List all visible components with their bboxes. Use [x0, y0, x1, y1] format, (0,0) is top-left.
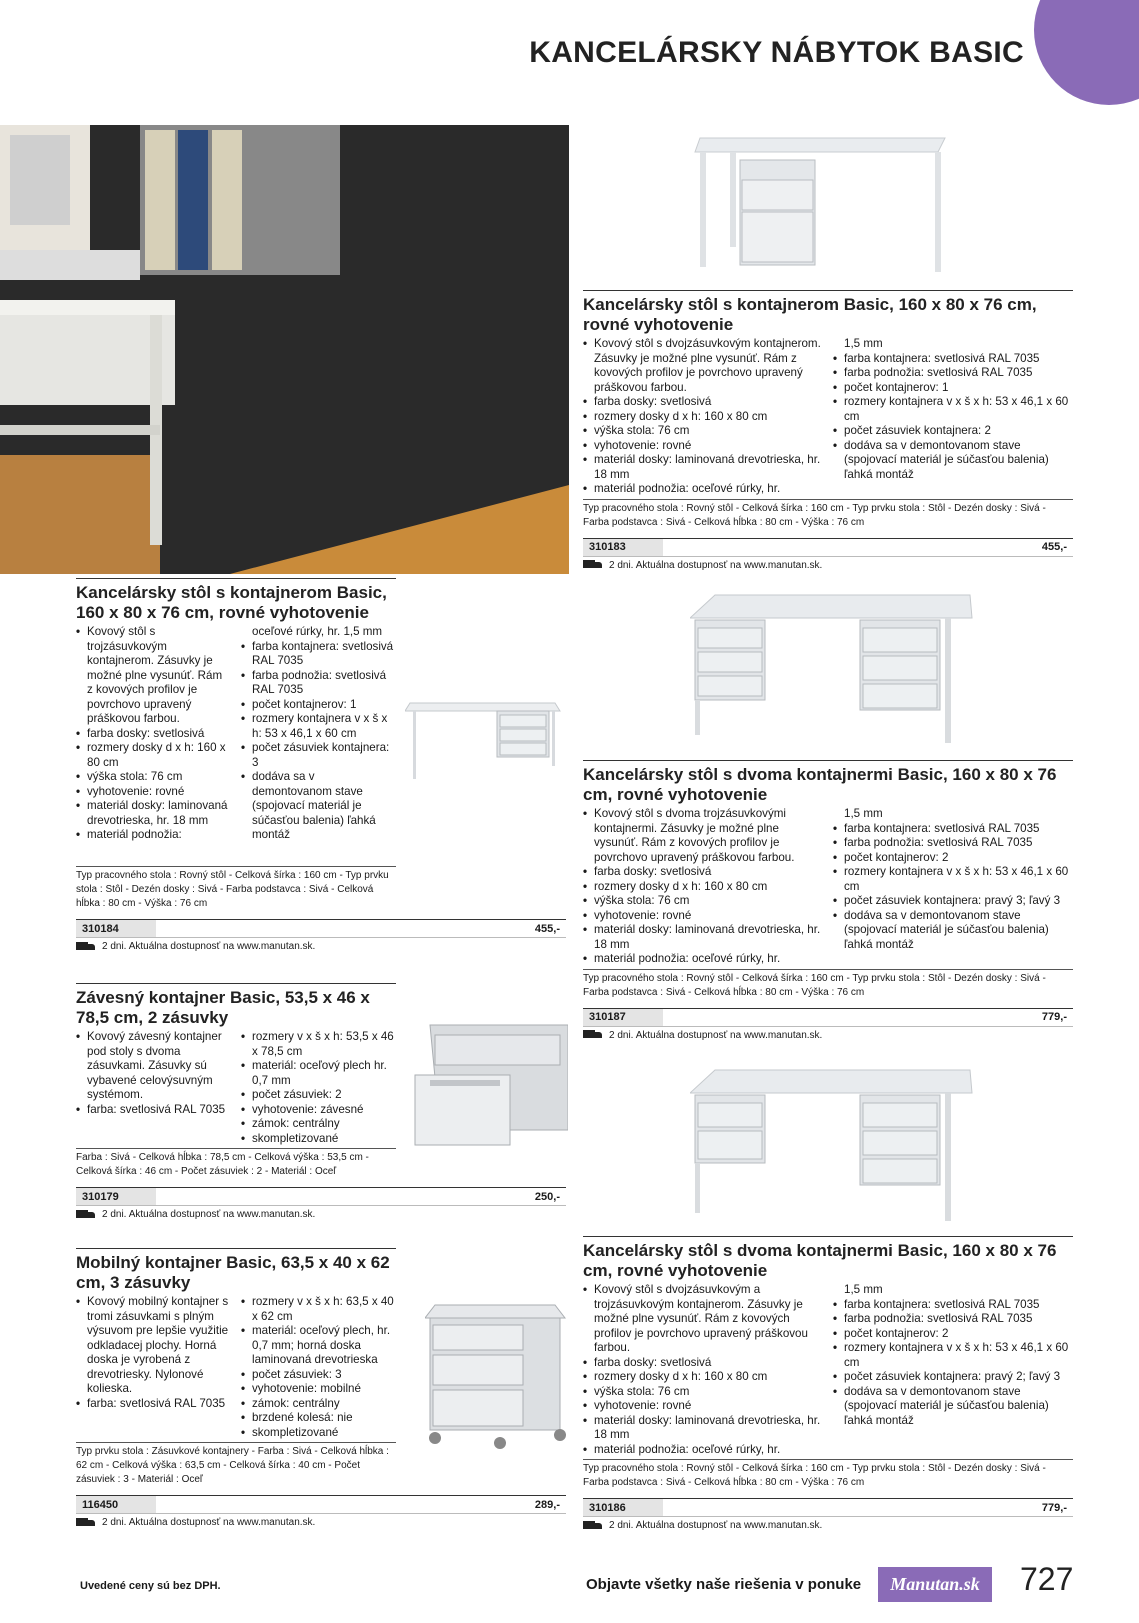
price-row: [583, 1498, 1073, 1517]
product-title: Kancelársky stôl s dvoma kontajnermi Basic, 160 x 80 x 76 cm, rovné vyhotovenie: [583, 1236, 1073, 1281]
product-features-col1: [76, 1295, 231, 1440]
feature-item: • farba kontajnera: svetlosivá RAL 7035: [241, 640, 396, 669]
product-features-col1: [583, 1283, 823, 1457]
product-specs: Typ prvku stola : Zásuvkové kontajnery - Farba : Sivá - Celková hĺbka : 62 cm - Celková výška : 63,5 cm - Celková šírka : 40 cm - Počet zásuviek : 3 - Materiál : Oceľ: [76, 1442, 396, 1487]
product-features-col1: [583, 337, 823, 497]
product-block-310186: [583, 1236, 1073, 1533]
product-code: 310187: [589, 1011, 626, 1023]
availability-text[interactable]: 2 dni. Aktuálna dostupnosť na www.manutan.sk.: [102, 1517, 316, 1528]
feature-item: • dodáva sa v demontovanom stave (spojovací materiál je súčasťou balenia) ľahká montáž: [833, 439, 1073, 483]
price-row: [76, 1187, 566, 1206]
feature-item: 1,5 mm: [844, 1283, 883, 1296]
feature-item: • rozmery dosky d x h: 160 x 80 cm: [583, 880, 823, 895]
feature-item: • Kovový stôl s trojzásuvkovým kontajnerom. Zásuvky je možné plne vysunúť. Rám z kovových profilov je povrchovo upravený práškovou farbou.: [76, 625, 231, 727]
product-features-col2: [833, 1283, 1073, 1457]
feature-item: • farba kontajnera: svetlosivá RAL 7035: [833, 352, 1073, 367]
availability: [76, 940, 566, 954]
feature-item: • Kovový stôl s dvojzásuvkovým kontajnerom. Zásuvky je možné plne vysunúť. Rám z kovových profilov je povrchovo upravený práškovou farbou.: [583, 337, 823, 395]
product-code: 310179: [82, 1190, 119, 1203]
feature-item: • materiál dosky: laminovaná drevotrieska, hr. 18 mm: [76, 799, 231, 828]
product-block-310179: [76, 983, 566, 1222]
feature-item: • rozmery v x š x h: 53,5 x 46 x 78,5 cm: [241, 1030, 396, 1059]
feature-item: • Kovový mobilný kontajner s tromi zásuvkami s plným výsuvom pre lepšie využitie odkladacej plochy. Horná doska je vyrobená z drevotriesky. Nylonové kolieska.: [76, 1295, 231, 1397]
feature-item: • farba podnožia: svetlosivá RAL 7035: [833, 1312, 1073, 1327]
product-title: Závesný kontajner Basic, 53,5 x 46 x 78,5 cm, 2 zásuvky: [76, 983, 396, 1028]
truck-icon: [76, 1518, 96, 1529]
availability: [583, 559, 1073, 573]
availability: [583, 1029, 1073, 1043]
feature-item: • farba podnožia: svetlosivá RAL 7035: [833, 836, 1073, 851]
footer-cta: Objavte všetky naše riešenia v ponuke: [586, 1576, 862, 1593]
feature-item: • materiál dosky: laminovaná drevotrieska, hr. 18 mm: [583, 923, 823, 952]
feature-item: • rozmery dosky d x h: 160 x 80 cm: [76, 741, 231, 770]
feature-item: • zámok: centrálny: [241, 1397, 396, 1412]
feature-item: • počet zásuviek kontajnera: pravý 2; ľavý 3: [833, 1370, 1073, 1385]
feature-item: • výška stola: 76 cm: [583, 424, 823, 439]
availability-text[interactable]: 2 dni. Aktuálna dostupnosť na www.manutan.sk.: [609, 1520, 823, 1531]
feature-item: • počet kontajnerov: 1: [833, 381, 1073, 396]
product-title: Kancelársky stôl s kontajnerom Basic, 160 x 80 x 76 cm, rovné vyhotovenie: [583, 290, 1073, 335]
feature-item: • skompletizované: [241, 1132, 396, 1147]
feature-item: • Kovový závesný kontajner pod stoly s dvoma zásuvkami. Zásuvky sú vybavené celovýsuvným systémom.: [76, 1030, 231, 1103]
feature-item: • výška stola: 76 cm: [76, 770, 231, 785]
feature-item: 1,5 mm: [844, 337, 883, 350]
feature-item: • vyhotovenie: rovné: [76, 785, 231, 800]
feature-item: • zámok: centrálny: [241, 1117, 396, 1132]
feature-item: • brzdené kolesá: nie: [241, 1411, 396, 1426]
feature-item: • farba kontajnera: svetlosivá RAL 7035: [833, 822, 1073, 837]
price-row: [76, 919, 566, 938]
feature-item: • Kovový stôl s dvoma trojzásuvkovými kontajnermi. Zásuvky je možné plne vysunúť. Rám z kovových profilov je povrchovo upravený práškovou farbou.: [583, 807, 823, 865]
feature-item: • vyhotovenie: rovné: [583, 439, 823, 454]
feature-item: • farba: svetlosivá RAL 7035: [76, 1103, 231, 1118]
product-features-col1: [76, 625, 231, 843]
product-block-310183: [583, 290, 1073, 573]
product-title: Kancelársky stôl s kontajnerom Basic, 160 x 80 x 76 cm, rovné vyhotovenie: [76, 578, 396, 623]
feature-item: • materiál dosky: laminovaná drevotrieska, hr. 18 mm: [583, 1414, 823, 1443]
price-row: [583, 1008, 1073, 1027]
feature-item: • farba: svetlosivá RAL 7035: [76, 1397, 231, 1412]
product-features-col2: [833, 807, 1073, 967]
availability: [583, 1519, 1073, 1533]
product-code: 310186: [589, 1501, 626, 1514]
feature-item: • rozmery dosky d x h: 160 x 80 cm: [583, 1370, 823, 1385]
product-features-col2: [241, 625, 396, 843]
feature-item: • rozmery kontajnera v x š x h: 53 x 46,1 x 60 cm: [833, 865, 1073, 894]
feature-item: • Kovový stôl s dvojzásuvkovým a trojzásuvkovým kontajnerom. Zásuvky je možné plne vysunúť. Rám z kovových profilov je povrchovo upravený práškovou farbou.: [583, 1283, 823, 1356]
feature-item: • dodáva sa v demontovanom stave (spojovací materiál je súčasťou balenia) ľahká montáž: [833, 1385, 1073, 1429]
feature-item: • dodáva sa v demontovanom stave (spojovací materiál je súčasťou balenia) ľahká montáž: [833, 909, 1073, 953]
product-image-desk-small: [405, 695, 565, 785]
feature-item: • počet kontajnerov: 2: [833, 851, 1073, 866]
product-block-310184-footer: [76, 864, 566, 954]
product-price: 289,-: [534, 1498, 560, 1511]
feature-item: • materiál dosky: laminovaná drevotrieska, hr. 18 mm: [583, 453, 823, 482]
feature-item: • výška stola: 76 cm: [583, 1385, 823, 1400]
feature-item: • materiál: oceľový plech hr. 0,7 mm: [241, 1059, 396, 1088]
product-block-116450: [76, 1248, 566, 1530]
feature-item: • materiál podnožia:: [76, 828, 231, 843]
feature-item: • rozmery dosky d x h: 160 x 80 cm: [583, 410, 823, 425]
product-block-310187: [583, 760, 1073, 1043]
price-row: [583, 538, 1073, 557]
product-specs: Typ pracovného stola : Rovný stôl - Celková šírka : 160 cm - Typ prvku stola : Stôl - Dezén dosky : Sivá - Farba podstavca : Sivá - Celková hĺbka : 80 cm - Výška : 76 cm: [583, 499, 1073, 530]
feature-item: 1,5 mm: [844, 807, 883, 820]
feature-item: • farba kontajnera: svetlosivá RAL 7035: [833, 1298, 1073, 1313]
footer-note: Uvedené ceny sú bez DPH.: [80, 1580, 221, 1592]
product-specs: Farba : Sivá - Celková hĺbka : 78,5 cm - Celková výška : 53,5 cm - Celková šírka : 46 cm - Počet zásuviek : 2 - Materiál : Oceľ: [76, 1148, 396, 1179]
manutan-logo[interactable]: Manutan.sk: [878, 1567, 992, 1602]
product-code: 116450: [82, 1498, 119, 1511]
product-price: 779,-: [1041, 1501, 1067, 1514]
feature-item: • farba podnožia: svetlosivá RAL 7035: [833, 366, 1073, 381]
feature-item: • vyhotovenie: mobilné: [241, 1382, 396, 1397]
product-image-desk-3: [690, 1065, 975, 1225]
truck-icon: [583, 560, 603, 571]
office-photo: [0, 125, 569, 574]
availability-text[interactable]: 2 dni. Aktuálna dostupnosť na www.manutan.sk.: [609, 559, 823, 571]
product-features-col1: [583, 807, 823, 967]
corner-accent: [1034, 0, 1139, 105]
product-block-310184: [76, 578, 396, 843]
feature-item: • počet zásuviek kontajnera: pravý 3; ľavý 3: [833, 894, 1073, 909]
feature-item: • farba dosky: svetlosivá: [583, 395, 823, 410]
product-features-col2: [833, 337, 1073, 497]
product-price: 455,-: [534, 922, 560, 935]
feature-item: • farba podnožia: svetlosivá RAL 7035: [241, 669, 396, 698]
feature-item: • rozmery v x š x h: 63,5 x 40 x 62 cm: [241, 1295, 396, 1324]
product-features-col2: [241, 1030, 396, 1146]
feature-item: • farba dosky: svetlosivá: [76, 727, 231, 742]
availability-text[interactable]: 2 dni. Aktuálna dostupnosť na www.manutan.sk.: [102, 1209, 316, 1220]
product-image-desk-1: [690, 130, 960, 285]
feature-item: • materiál podnožia: oceľové rúrky, hr.: [583, 1443, 823, 1458]
product-title: Kancelársky stôl s dvoma kontajnermi Basic, 160 x 80 x 76 cm, rovné vyhotovenie: [583, 760, 1073, 805]
feature-item: • materiál podnožia: oceľové rúrky, hr.: [583, 482, 823, 497]
feature-item: • počet zásuviek kontajnera: 2: [833, 424, 1073, 439]
feature-item: • dodáva sa v demontovanom stave (spojovací materiál je súčasťou balenia) ľahká montáž: [241, 770, 396, 843]
feature-item: • počet zásuviek: 2: [241, 1088, 396, 1103]
page-title: KANCELÁRSKY NÁBYTOK BASIC: [529, 36, 1024, 69]
feature-item: • rozmery kontajnera v x š x h: 53 x 46,1 x 60 cm: [241, 712, 396, 741]
feature-item: • farba dosky: svetlosivá: [583, 1356, 823, 1371]
product-features-col1: [76, 1030, 231, 1146]
feature-item: • počet kontajnerov: 2: [833, 1327, 1073, 1342]
feature-item: • materiál podnožia: oceľové rúrky, hr.: [583, 952, 823, 967]
feature-item: oceľové rúrky, hr. 1,5 mm: [252, 625, 383, 638]
product-specs: Typ pracovného stola : Rovný stôl - Celková šírka : 160 cm - Typ prvku stola : Stôl - Dezén dosky : Sivá - Farba podstavca : Sivá - Celková hĺbka : 80 cm - Výška : 76 cm: [583, 1459, 1073, 1490]
availability: [76, 1208, 566, 1222]
truck-icon: [76, 1210, 96, 1221]
truck-icon: [76, 942, 96, 953]
product-code: 310183: [589, 541, 626, 553]
product-specs: Typ pracovného stola : Rovný stôl - Celková šírka : 160 cm - Typ prvku stola : Stôl - Dezén dosky : Sivá - Farba podstavca : Sivá - Celková hĺbka : 80 cm - Výška : 76 cm: [76, 866, 396, 911]
product-price: 250,-: [534, 1190, 560, 1203]
feature-item: • skompletizované: [241, 1426, 396, 1441]
feature-item: • rozmery kontajnera v x š x h: 53 x 46,1 x 60 cm: [833, 395, 1073, 424]
product-price: 455,-: [1041, 541, 1067, 553]
feature-item: • počet zásuviek: 3: [241, 1368, 396, 1383]
feature-item: • vyhotovenie: rovné: [583, 909, 823, 924]
availability-text[interactable]: 2 dni. Aktuálna dostupnosť na www.manutan.sk.: [102, 941, 316, 952]
feature-item: • materiál: oceľový plech, hr. 0,7 mm; horná doska laminovaná drevotrieska: [241, 1324, 396, 1368]
product-title: Mobilný kontajner Basic, 63,5 x 40 x 62 cm, 3 zásuvky: [76, 1248, 396, 1293]
feature-item: • vyhotovenie: závesné: [241, 1103, 396, 1118]
truck-icon: [583, 1521, 603, 1532]
availability: [76, 1516, 566, 1530]
product-features-col2: [241, 1295, 396, 1440]
feature-item: • vyhotovenie: rovné: [583, 1399, 823, 1414]
availability-text[interactable]: 2 dni. Aktuálna dostupnosť na www.manutan.sk.: [609, 1029, 823, 1041]
feature-item: • počet zásuviek kontajnera: 3: [241, 741, 396, 770]
feature-item: • výška stola: 76 cm: [583, 894, 823, 909]
product-image-desk-2: [690, 590, 975, 750]
feature-item: • počet kontajnerov: 1: [241, 698, 396, 713]
page-number: 727: [1020, 1561, 1074, 1597]
price-row: [76, 1495, 566, 1514]
product-specs: Typ pracovného stola : Rovný stôl - Celková šírka : 160 cm - Typ prvku stola : Stôl - Dezén dosky : Sivá - Farba podstavca : Sivá - Celková hĺbka : 80 cm - Výška : 76 cm: [583, 969, 1073, 1000]
product-price: 779,-: [1041, 1011, 1067, 1023]
truck-icon: [583, 1030, 603, 1041]
feature-item: • farba dosky: svetlosivá: [583, 865, 823, 880]
feature-item: • rozmery kontajnera v x š x h: 53 x 46,1 x 60 cm: [833, 1341, 1073, 1370]
product-code: 310184: [82, 922, 119, 935]
